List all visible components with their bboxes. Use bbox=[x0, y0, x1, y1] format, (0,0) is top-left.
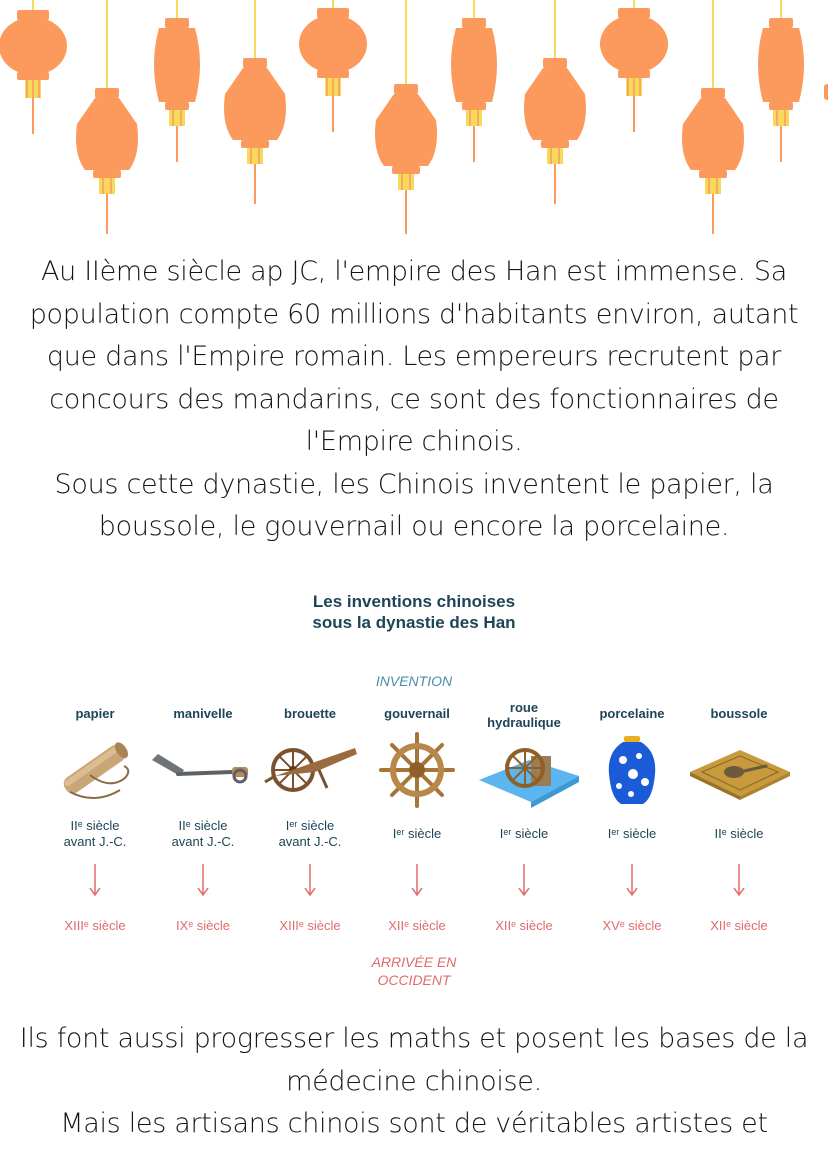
arrival-century: XIIᵉ siècle bbox=[388, 918, 446, 933]
invention-century bbox=[255, 818, 365, 850]
invention-row-label: INVENTION bbox=[375, 673, 453, 689]
text-line: Mais les artisans chinois sont de véritables artistes et bbox=[60, 1108, 768, 1139]
down-arrow-icon bbox=[300, 862, 320, 898]
invention-name-line: roue bbox=[509, 700, 539, 715]
invention-century bbox=[40, 818, 150, 850]
lantern-garland bbox=[0, 0, 828, 240]
invention-name: boussole bbox=[710, 706, 768, 721]
century-line: avant J.-C. bbox=[278, 834, 342, 849]
arrival-label-line: OCCIDENT bbox=[377, 972, 451, 988]
arrival-century: IXᵉ siècle bbox=[176, 918, 230, 933]
century-line: Iᵉʳ siècle bbox=[499, 826, 549, 841]
invention-century bbox=[684, 826, 794, 842]
invention-name: manivelle bbox=[173, 706, 233, 721]
second-paragraph bbox=[10, 1018, 818, 1146]
text-line: que dans l'Empire romain. Les empereurs recrutent par bbox=[46, 341, 782, 372]
ship-wheel-icon bbox=[362, 730, 472, 810]
century-line: avant J.-C. bbox=[171, 834, 235, 849]
lantern-icon bbox=[682, 88, 744, 194]
lantern-icon bbox=[451, 18, 497, 126]
arrival-century: XVᵉ siècle bbox=[602, 918, 662, 933]
text-line: concours des mandarins, ce sont des fonctionnaires de bbox=[49, 383, 779, 415]
century-line: IIᵉ siècle bbox=[70, 818, 120, 833]
lantern-icon bbox=[76, 88, 138, 194]
down-arrow-icon bbox=[622, 862, 642, 898]
down-arrow-icon bbox=[85, 862, 105, 898]
invention-name: papier bbox=[75, 706, 115, 721]
arrival-row-label bbox=[314, 953, 514, 989]
down-arrow-icon bbox=[407, 862, 427, 898]
lantern-icon bbox=[524, 58, 586, 164]
text-line: population compte 60 millions d'habitants environ, autant bbox=[29, 298, 799, 330]
down-arrow-icon bbox=[729, 862, 749, 898]
compass-icon bbox=[684, 730, 794, 810]
lantern-icon bbox=[154, 18, 200, 126]
text-line: Au IIème siècle ap JC, l'empire des Han est immense. Sa bbox=[41, 256, 787, 287]
arrival-century: XIIᵉ siècle bbox=[495, 918, 553, 933]
wheelbarrow-icon bbox=[255, 730, 365, 810]
invention-name: porcelaine bbox=[599, 706, 665, 721]
century-line: Iᵉʳ siècle bbox=[607, 826, 657, 841]
century-line: IIᵉ siècle bbox=[714, 826, 764, 841]
lantern-icon bbox=[758, 18, 804, 126]
invention-century bbox=[469, 826, 579, 842]
paper-scroll-icon bbox=[40, 730, 150, 810]
lantern-icon bbox=[0, 10, 67, 98]
infographic-title-line: sous la dynastie des Han bbox=[312, 613, 516, 632]
arrival-century: XIIIᵉ siècle bbox=[279, 918, 341, 933]
arrival-century: XIIᵉ siècle bbox=[710, 918, 768, 933]
crank-icon bbox=[148, 730, 258, 810]
text-line: Sous cette dynastie, les Chinois inventent le papier, la bbox=[54, 468, 774, 500]
text-line: médecine chinoise. bbox=[286, 1065, 542, 1097]
text-line: l'Empire chinois. bbox=[305, 426, 523, 457]
invention-century bbox=[577, 826, 687, 842]
text-line: boussole, le gouvernail ou encore la porcelaine. bbox=[98, 511, 730, 542]
invention-name: gouvernail bbox=[384, 706, 450, 721]
arrival-century: XIIIᵉ siècle bbox=[64, 918, 126, 933]
arrival-label-line: ARRIVÉE EN bbox=[371, 954, 457, 970]
text-line: Ils font aussi progresser les maths et posent les bases de la bbox=[19, 1023, 809, 1054]
infographic-title-line: Les inventions chinoises bbox=[312, 592, 516, 611]
lantern-icon bbox=[224, 58, 286, 164]
century-line: avant J.-C. bbox=[63, 834, 127, 849]
lantern-icon bbox=[600, 8, 668, 96]
century-line: IIᵉ siècle bbox=[178, 818, 228, 833]
lantern-icon bbox=[375, 84, 437, 190]
down-arrow-icon bbox=[193, 862, 213, 898]
century-line: Iᵉʳ siècle bbox=[392, 826, 442, 841]
water-wheel-icon bbox=[469, 730, 579, 810]
intro-paragraph bbox=[10, 251, 818, 549]
invention-century bbox=[148, 818, 258, 850]
century-line: Iᵉʳ siècle bbox=[285, 818, 335, 833]
down-arrow-icon bbox=[514, 862, 534, 898]
invention-name-line: hydraulique bbox=[487, 715, 561, 730]
lantern-icon bbox=[299, 8, 367, 96]
invention-century bbox=[362, 826, 472, 842]
infographic-title bbox=[214, 591, 614, 633]
invention-name: brouette bbox=[284, 706, 336, 721]
porcelain-vase-icon bbox=[577, 730, 687, 810]
invention-name bbox=[469, 700, 579, 730]
